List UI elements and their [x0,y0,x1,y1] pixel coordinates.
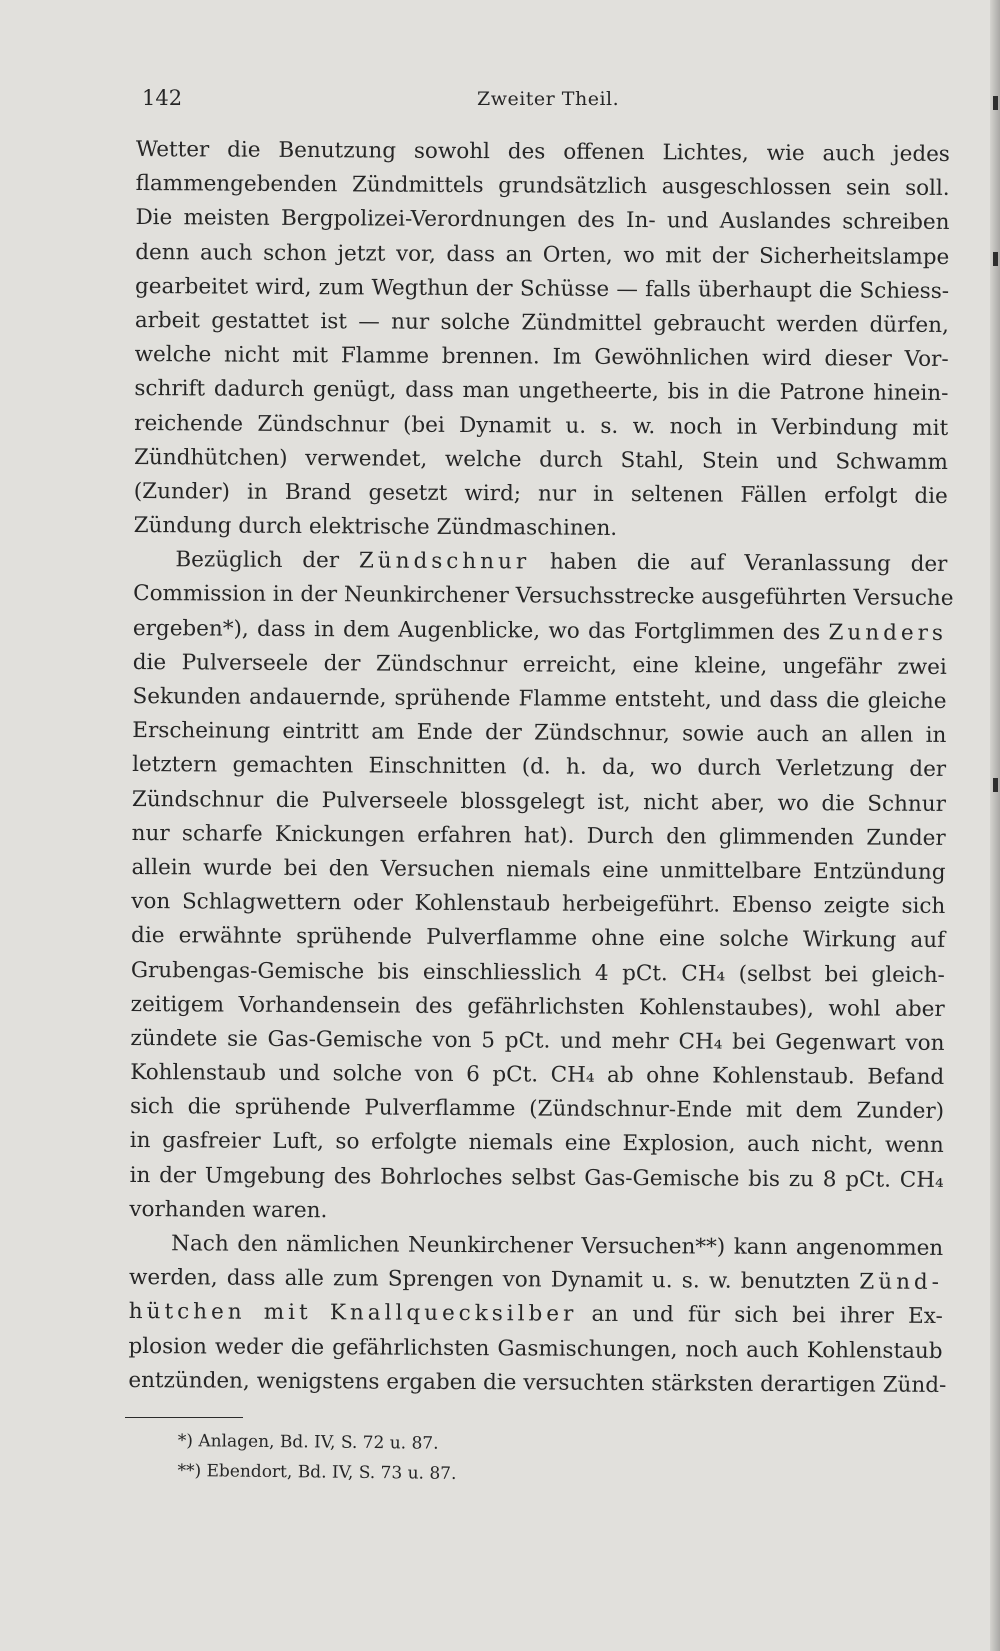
text-line: in der Umgebung des Bohrloches selbst Gas-Gemische bis zu 8 pCt. CH₄ [129,1162,944,1193]
text-line: allein wurde bei den Versuchen niemals eine unmittelbare Entzündung [131,854,946,885]
text-line: denn auch schon jetzt vor, dass an Orten, wo mit der Sicherheitslampe [135,239,950,270]
text-line: Grubengas-Gemische bis einschliesslich 4 pCt. CH₄ (selbst bei gleich- [130,957,945,988]
line-segment: haben die auf Veranlassung der [530,549,948,578]
page-header [142,86,942,116]
text-line: vorhanden waren. [129,1196,328,1224]
spaced-emphasis: Zündschnur [358,548,531,575]
text-line: zeitigem Vorhandensein des gefährlichsten Kohlenstaubes), wohl aber [130,991,945,1022]
edge-mark [993,252,998,266]
edge-mark [993,96,998,110]
text-line [129,1295,943,1334]
text-line: nur scharfe Knickungen erfahren hat). Durch den glimmenden Zunder [131,820,946,851]
text-line: in gasfreier Luft, so erfolgte niemals eine Explosion, auch nicht, wenn [129,1128,944,1159]
text-line: Zündhütchen) verwendet, welche durch Stahl, Stein und Schwamm [133,444,949,475]
text-line: welche nicht mit Flamme brennen. Im Gewöhnlichen wird dieser Vor- [134,342,949,373]
text-line: entzünden, wenigstens ergaben die versuchten stärksten derartigen Zünd- [128,1367,947,1398]
text-line: arbeit gestattet ist — nur solche Zündmittel gebraucht werden dürfen, [134,307,949,338]
footnote-rule [125,1417,243,1418]
spaced-emphasis: Zünd- [859,1269,944,1296]
text-line: von Schlagwettern oder Kohlenstaub herbeigeführt. Ebenso zeigte sich [131,889,946,920]
spaced-emphasis: Zunders [828,619,948,646]
footnote: **) Ebendort, Bd. IV, S. 73 u. 87. [177,1460,457,1484]
page-right-edge [990,0,1000,1651]
text-line: Zündung durch elektrische Zündmaschinen. [133,513,618,542]
text-line: Kohlenstaub und solche von 6 pCt. CH₄ ab ohne Kohlenstaub. Befand [130,1060,945,1091]
text-line: letztern gemachten Einschnitten (d. h. da, wo durch Verletzung der [132,752,947,783]
text-line [133,543,947,582]
line-segment: Bezüglich der [175,547,359,574]
text-line: zündete sie Gas-Gemische von 5 pCt. und mehr CH₄ bei Gegenwart von [130,1025,945,1056]
text-line: Wetter die Benutzung sowohl des offenen Lichtes, wie auch jedes [135,136,950,167]
footnote: *) Anlagen, Bd. IV, S. 72 u. 87. [177,1430,439,1454]
body-text [128,133,954,1403]
text-line: flammengebenden Zündmittels grundsätzlich ausgeschlossen sein soll. [135,171,950,202]
edge-mark [993,778,998,792]
text-line: gearbeitet wird, zum Wegthun der Schüsse — falls überhaupt die Schiess- [134,273,950,304]
text-line: reichende Zündschnur (bei Dynamit u. s. w. noch in Verbindung mit [134,410,949,441]
text-line: plosion weder die gefährlichsten Gasmischungen, noch auch Kohlenstaub [128,1333,943,1364]
text-line [133,612,947,651]
running-head: Zweiter Theil. [477,88,620,110]
text-line: Zündschnur die Pulverseele blossgelegt ist, nicht aber, wo die Schnur [131,786,946,817]
text-line: Nach den nämlichen Neunkirchener Versuchen**) kann angenommen [171,1231,944,1261]
text-line: Erscheinung eintritt am Ende der Zündschnur, sowie auch an allen in [132,718,947,749]
text-line: Commission in der Neunkirchener Versuchsstrecke ausgeführten Versuche [133,581,954,612]
line-segment: werden, dass alle zum Sprengen von Dynamit u. s. w. benutzten [128,1265,860,1295]
footnotes [177,1426,678,1491]
line-segment: an und für sich bei ihrer Ex- [577,1302,943,1330]
line-segment: ergeben*), dass in dem Augenblicke, wo das Fortglimmen des [132,615,829,645]
text-line: die erwähnte sprühende Pulverflamme ohne eine solche Wirkung auf [131,923,946,954]
text-line: sich die sprühende Pulverflamme (Zündschnur-Ende mit dem Zunder) [129,1094,945,1125]
text-line: die Pulverseele der Zündschnur erreicht, eine kleine, ungefähr zwei [132,649,947,680]
text-line: schrift dadurch genügt, dass man ungetheerte, bis in die Patrone hinein- [134,376,949,407]
page-number: 142 [142,86,183,110]
text-line: (Zunder) in Brand gesetzt wird; nur in seltenen Fällen erfolgt die [133,478,948,509]
text-line: Die meisten Bergpolizei-Verordnungen des In- und Auslandes schreiben [135,205,950,236]
text-line [129,1261,943,1300]
text-line: Sekunden andauernde, sprühende Flamme entsteht, und dass die gleiche [132,683,947,714]
spaced-emphasis: hütchen mit Knallquecksilber [128,1299,578,1328]
